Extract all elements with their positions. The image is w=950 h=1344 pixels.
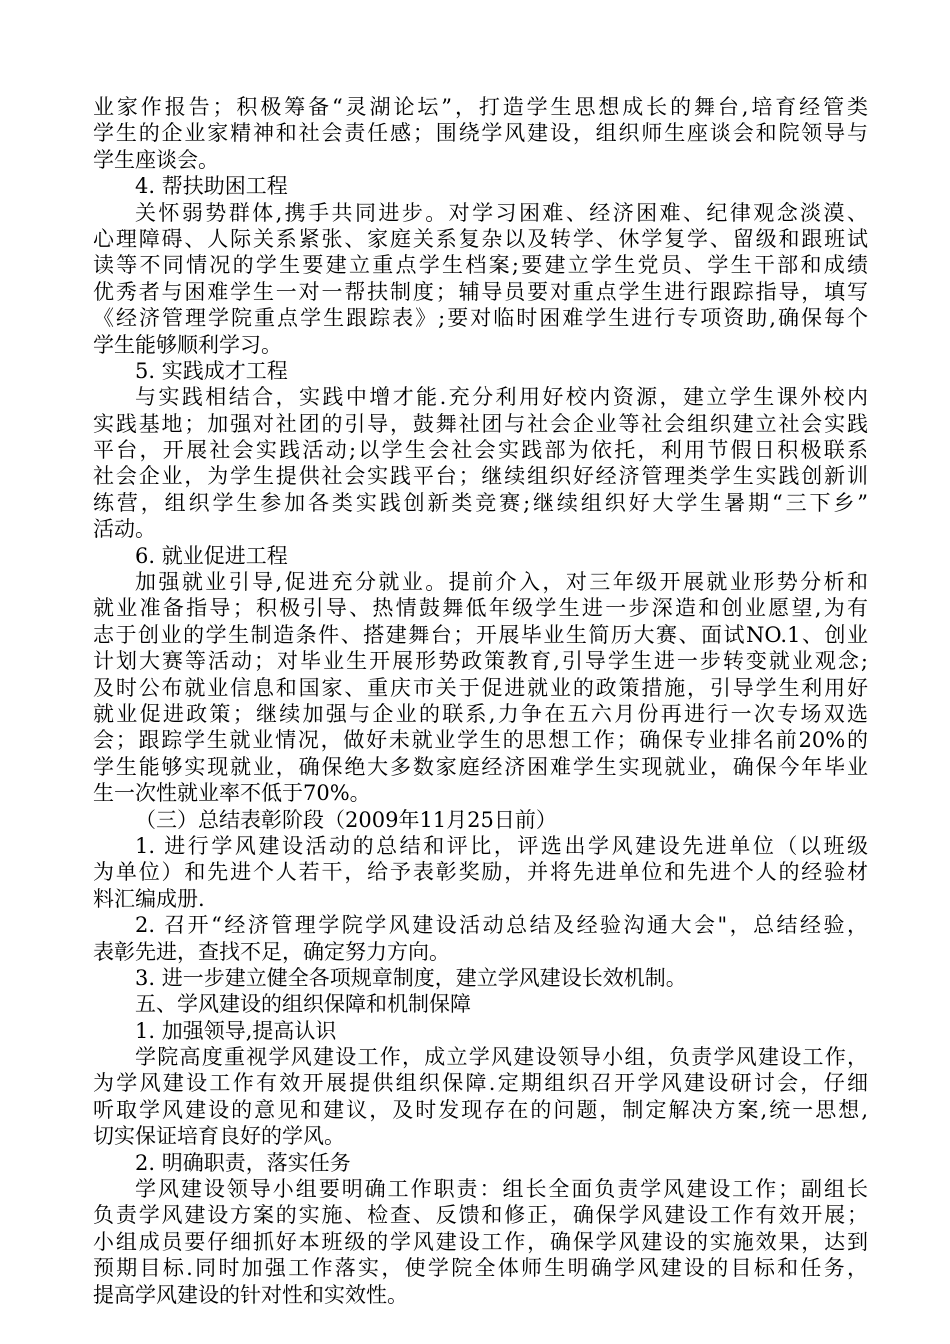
text-line: 练营，组织学生参加各类实践创新类竞赛;继续组织好大学生暑期“三下乡” [93, 490, 868, 515]
text-line: 实践基地；加强对社团的引导，鼓舞社团与社会企业等社会组织建立社会实践 [93, 411, 868, 436]
text-line: 为学风建设工作有效开展提供组织保障.定期组织召开学风建设研讨会，仔细 [93, 1071, 868, 1096]
text-line: 提高学风建设的针对性和实效性。 [93, 1282, 408, 1307]
text-line: 5. 实践成才工程 [135, 358, 288, 383]
text-line: 关怀弱势群体,携手共同进步。对学习困难、经济困难、纪律观念淡漠、 [135, 200, 868, 225]
text-line: 6. 就业促进工程 [135, 543, 288, 568]
text-line: 业家作报告；积极筹备“灵湖论坛”，打造学生思想成长的舞台,培育经管类 [93, 95, 868, 119]
text-line: 读等不同情况的学生要建立重点学生档案;要建立学生党员、学生干部和成绩 [93, 253, 868, 278]
text-line: 心理障碍、人际关系紧张、家庭关系复杂以及转学、休学复学、留级和跟班试 [93, 226, 868, 251]
text-line: 小组成员要仔细抓好本班级的学风建设工作，确保学风建设的实施效果，达到 [93, 1229, 868, 1254]
text-line: 学风建设领导小组要明确工作职责：组长全面负责学风建设工作；副组长 [135, 1177, 868, 1202]
document-page [93, 94, 868, 1308]
text-line: 切实保证培育良好的学风。 [93, 1124, 345, 1149]
text-line: 及时公布就业信息和国家、重庆市关于促进就业的政策措施，引导学生利用好 [93, 675, 868, 700]
text-line: 会；跟踪学生就业情况，做好未就业学生的思想工作；确保专业排名前20%的 [93, 728, 868, 753]
text-line: 2. 召开“经济管理学院学风建设活动总结及经验沟通大会"，总结经验， [135, 913, 868, 938]
text-line: 学院高度重视学风建设工作，成立学风建设领导小组，负责学风建设工作， [135, 1045, 868, 1070]
text-line: 2. 明确职责，落实任务 [135, 1150, 351, 1175]
text-line: 平台，开展社会实践活动;以学生会社会实践部为依托，利用节假日积极联系 [93, 438, 868, 463]
text-line: 社会企业，为学生提供社会实践平台；继续组织好经济管理类学生实践创新训 [93, 464, 868, 489]
text-line: 与实践相结合，实践中增才能.充分利用好校内资源，建立学生课外校内 [135, 385, 868, 410]
text-line: 《经济管理学院重点学生跟踪表》;要对临时困难学生进行专项资助,确保每个 [93, 306, 868, 331]
text-line: 为单位）和先进个人若干，给予表彰奖励，并将先进单位和先进个人的经验材 [93, 860, 868, 885]
text-line: 活动。 [93, 517, 156, 542]
text-line: 负责学风建设方案的实施、检查、反馈和修正，确保学风建设工作有效开展； [93, 1203, 868, 1228]
text-line: 五、学风建设的组织保障和机制保障 [135, 992, 471, 1017]
text-line: 听取学风建设的意见和建议，及时发现存在的问题，制定解决方案,统一思想, [93, 1097, 868, 1122]
text-line: 学生能够实现就业，确保绝大多数家庭经济困难学生实现就业，确保今年毕业 [93, 754, 868, 779]
text-line: 学生的企业家精神和社会责任感；围绕学风建设，组织师生座谈会和院领导与 [93, 121, 868, 146]
text-line: 预期目标.同时加强工作落实，使学院全体师生明确学风建设的目标和任务， [93, 1256, 868, 1281]
text-line: 加强就业引导,促进充分就业。提前介入，对三年级开展就业形势分析和 [135, 570, 868, 595]
text-line: 志于创业的学生制造条件、搭建舞台；开展毕业生简历大赛、面试NO.1、创业 [93, 622, 868, 647]
text-line: （三）总结表彰阶段（2009年11月25日前） [135, 807, 557, 832]
text-line: 就业促进政策；继续加强与企业的联系,力争在五六月份再进行一次专场双选 [93, 701, 868, 726]
text-line: 3. 进一步建立健全各项规章制度，建立学风建设长效机制。 [135, 965, 687, 990]
text-line: 计划大赛等活动；对毕业生开展形势政策教育,引导学生进一步转变就业观念; [93, 649, 868, 674]
text-line: 学生能够顺利学习。 [93, 332, 282, 357]
text-line: 4. 帮扶助困工程 [135, 174, 288, 199]
text-line: 学生座谈会。 [93, 147, 219, 172]
text-line: 表彰先进，查找不足，确定努力方向。 [93, 939, 450, 964]
text-line: 生一次性就业率不低于70%。 [93, 781, 371, 806]
text-line: 就业准备指导；积极引导、热情鼓舞低年级学生进一步深造和创业愿望,为有 [93, 596, 868, 621]
text-line: 料汇编成册. [93, 886, 205, 911]
text-line: 优秀者与困难学生一对一帮扶制度；辅导员要对重点学生进行跟踪指导，填写 [93, 279, 868, 304]
text-line: 1. 加强领导,提高认识 [135, 1018, 337, 1043]
text-line: 1. 进行学风建设活动的总结和评比，评选出学风建设先进单位（以班级 [135, 833, 868, 858]
